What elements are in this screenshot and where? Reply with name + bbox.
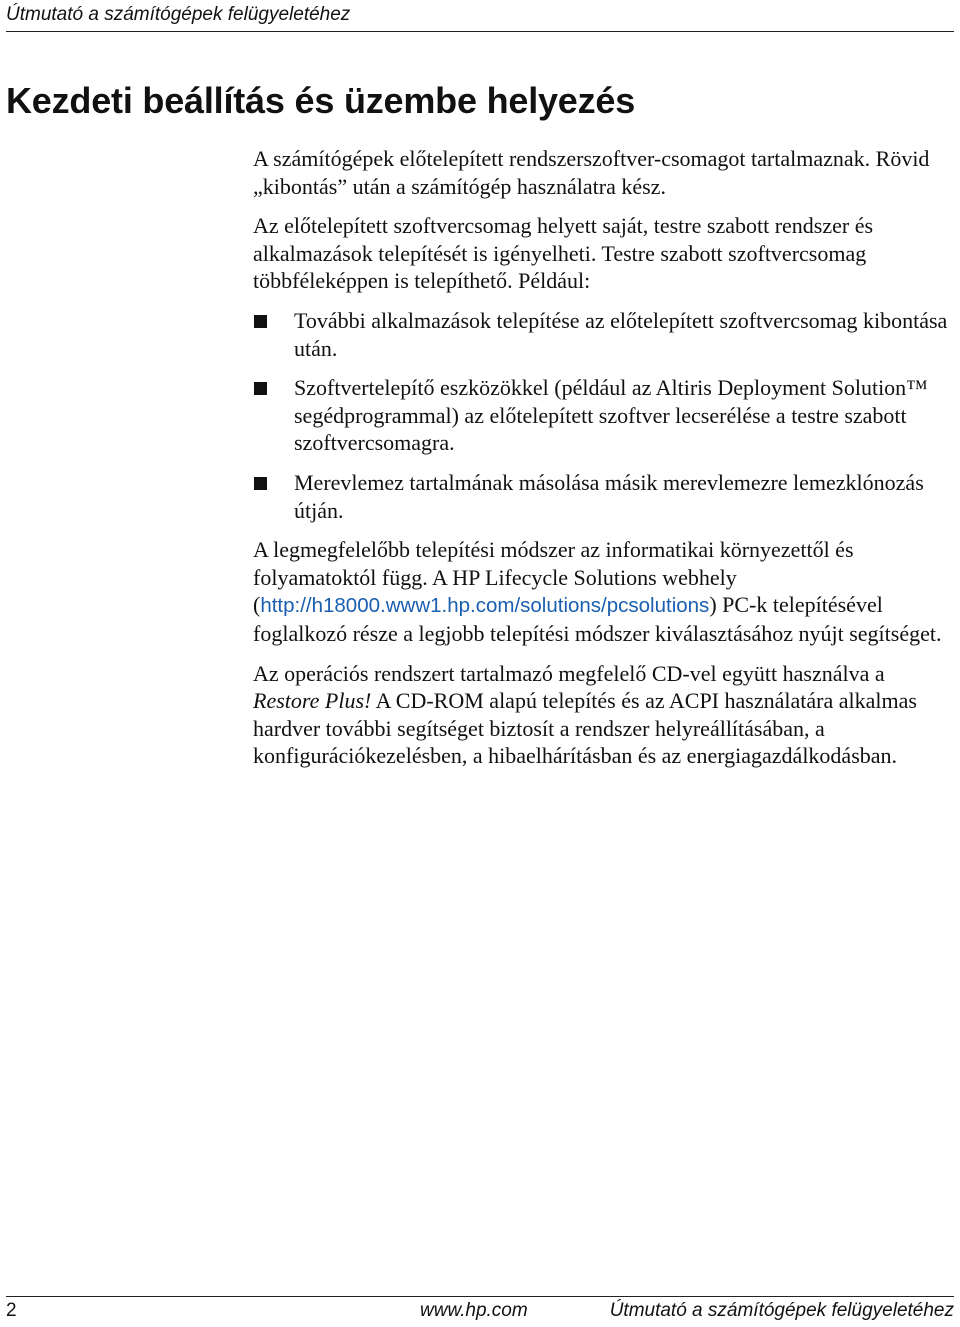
lifecycle-solutions-link[interactable]: http://h18000.www1.hp.com/solutions/pcsolutions — [260, 594, 710, 618]
list-item-text: Merevlemez tartalmának másolása másik merevlemezre lemezklónozás útján. — [294, 469, 924, 523]
list-item — [253, 374, 955, 457]
intro-paragraph: A számítógépek előtelepített rendszerszoftver-csomagot tartalmaznak. Rövid „kibontás” után a számítógép használatra kész. — [253, 146, 930, 199]
list-item — [253, 469, 955, 524]
product-name: Restore Plus! — [253, 688, 372, 714]
body-text — [253, 145, 955, 782]
deployment-options-list — [253, 307, 955, 524]
paragraph-text: ) PC-k telepítésével foglalkozó része a legjobb telepítési módszer kiválasztásához nyújt segítséget. — [253, 592, 942, 646]
footer-url: www.hp.com — [420, 1300, 528, 1321]
paragraph-text: A legmegfelelőbb telepítési módszer az informatikai környezettől és folyamatoktól függ. A HP Lifecycle Solutions webhely ( — [253, 537, 854, 618]
restore-plus-paragraph — [253, 660, 955, 770]
running-header: Útmutató a számítógépek felügyeletéhez — [6, 4, 351, 25]
page-number: 2 — [6, 1300, 17, 1321]
deployment-method-paragraph — [253, 536, 955, 647]
square-bullet-icon — [254, 477, 267, 490]
list-item — [253, 307, 955, 362]
list-item-text: További alkalmazások telepítése az előtelepített szoftvercsomag kibontása után. — [294, 307, 948, 361]
paragraph-text: A CD-ROM alapú telepítés és az ACPI használatára alkalmas hardver további segítséget biztosít a rendszer helyreállításában, a konfigurációkezelésben, a hibaelhárításban és az energiagazdálkodásban. — [253, 688, 917, 769]
chapter-title: Kezdeti beállítás és üzembe helyezés — [6, 80, 636, 121]
paragraph-text: Az operációs rendszert tartalmazó megfelelő CD-vel együtt használva a — [253, 660, 885, 686]
footer-rule — [6, 1296, 954, 1297]
list-item-text: Szoftvertelepítő eszközökkel (például az Altiris Deployment Solution™ segédprogrammal) az előtelepített szoftver lecserélése a testre szabott szoftvercsomagra. — [294, 375, 928, 456]
custom-software-paragraph: Az előtelepített szoftvercsomag helyett saját, testre szabott rendszer és alkalmazások telepítését is igényelheti. Testre szabott szoftvercsomag többféleképpen is telepíthető. Például: — [253, 213, 874, 294]
square-bullet-icon — [254, 315, 267, 328]
header-rule — [6, 31, 954, 32]
square-bullet-icon — [254, 382, 267, 395]
footer-title: Útmutató a számítógépek felügyeletéhez — [609, 1300, 954, 1321]
